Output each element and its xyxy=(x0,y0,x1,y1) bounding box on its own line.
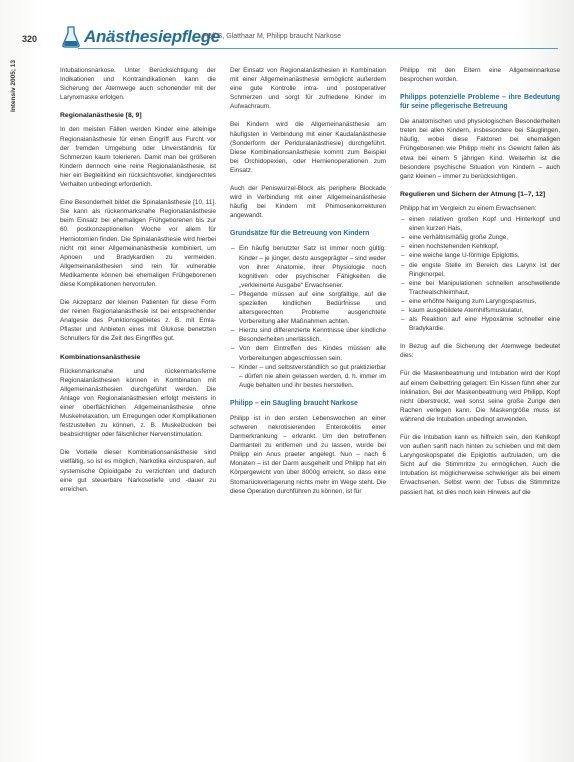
paragraph: Philipp hat im Vergleich zu einem Erwachsenen: xyxy=(400,204,537,212)
text-column-2 xyxy=(230,66,386,505)
list-item: – eine verhältnismäßig große Zunge, xyxy=(400,233,560,242)
journal-volume-label: Intensiv 2005; 13 xyxy=(10,59,17,112)
section-heading-saeugling: Philipp – ein Säugling braucht Narkose xyxy=(230,399,358,407)
guideline-list xyxy=(230,244,386,390)
paragraph: Für die Maskenbeatmung und Intubation wird der Kopf auf einem Gelbettring gelagert. Ein Kissen führt eher zur Inklination. Bei der Maskenbeatmung wird Philipp, Kopf nicht überstreckt, weil sonst seine große Zunge den Rachen verlegen kann. Die Maskengröße muss ist während die Intubation unbedingt anwenden. xyxy=(400,370,560,423)
list-item: – Kinder – und selbstverständlich so gut praktizierbar – dürfen nie allein gelassen werden, d. h. immer im Auge behalten und ihr bestes herstellen. xyxy=(230,363,386,390)
paragraph: In den meisten Fällen werden Kinder eine alleinige Regionalanästhesie für einen Eingriff aus Furcht vor der fremden Umgebung oder Unverständnis für Schmerzen kaum tolerieren. Damit man bei größeren Kindern dennoch eine reine Regionalanästhesie, ist hier ein Begleitkind ein rücksichtsvoller, kindgerechtes Verhalten unbedingt erforderlich. xyxy=(60,126,216,189)
paragraph: Intubationsnarkose. Unter Berücksichtigung der Indikationen und Kontraindikationen kann die Sicherung der Atemwege auch schonender mit der Larynxmaske erfolgen. xyxy=(60,67,216,102)
paragraph: Philipp ist in den ersten Lebenswochen an einer schweren nekrotisierenden Enterokolitis einer Darmerkrankung – erkrankt. Um den betroffenen Darmanteil zu entfernen und zu lassen, wurde bei Philipp ein Anus praeter angelegt. Nun – nach 6 Monaten – ist der Darm ausgeheilt und Philipp hat ein Körpergewicht von über 8000g erreicht, so dass eine Stomarückverlagerung nichts mehr im Wege steht. Die diese Operation durchführen zu können, ist für xyxy=(230,414,386,495)
paragraph: Philipp mit den Eltern eine Allgemeinnarkose besprochen worden. xyxy=(400,67,560,84)
section-heading-atmung: Regulieren und Sichern der Atmung [1–7, 12] xyxy=(400,190,546,198)
section-heading-grundsaetze: Grundsätze für die Betreuung von Kindern xyxy=(230,230,370,238)
paragraph: Die Akzeptanz der kleinen Patienten für diese Form der reinen Regionalanästhesie ist bei entsprechender Analgesie des Punktionsgebietes z. B. mit Emla-Pflaster und Anbieten eines mit Glukose benetzten Schnullers für die Zeit des Eingriffes gut. xyxy=(60,299,216,343)
paragraph: In Bezug auf die Sicherung der Atemwege bedeutet dies: xyxy=(400,343,560,360)
list-item: – eine bei Manipulationen schnellen anschwellende Trachealschleimhaut, xyxy=(400,279,560,297)
section-heading-regional: Regionalanästhesie [8, 9] xyxy=(60,112,142,120)
section-heading-probleme: Philipps potenzielle Probleme – ihre Bedeutung für seine pflegerische Betreuung xyxy=(400,94,560,111)
paragraph: Rückenmarksnahe und rückenmarksferne Regionalanästhesien können in Kombination mit Allgemeinanästhesien durchgeführt werden. Die Anlage von Regionalanästhesien erfolgt meistens in einer oberflächlichen Allgemeinanästhesie ohne Muskelrelaxation, um Erregungen oder Komplikationen festzustellen zu können, z. B. Muskelzucken bei beabsichtigter oder fälschlicher Nervenstimulation. xyxy=(60,367,216,439)
paragraph: Bei Kindern wird die Allgemeinanästhesie am häufigsten in Verbindung mit einer Kaudalanästhesie (Sonderform der Periduralanästhesie) durchgeführt. Diese Kombinationsanästhesie kommt zum Beispiel bei Orchidopexien, oder Hernienoperationen zum Einsatz. xyxy=(230,121,386,174)
list-item: – Ein häufig benutzter Satz ist immer noch gültig: Kinder – je jünger, desto ausgeprägter – sind weder von ihrer Anatomie, ihrer Physiologie noch kognitiven oder psychischer Fähigkeiten die „verkleinerte Ausgabe“ Erwachsener. xyxy=(230,244,386,289)
page-header xyxy=(18,26,558,50)
list-item: – eine erhöhte Neigung zum Laryngospasmus, xyxy=(400,297,560,306)
list-item: – einen relativen großen Kopf und Hinterkopf und einen kurzen Hals, xyxy=(400,215,560,233)
paragraph: Eine Besonderheit bildet die Spinalanästhesie [10, 11]. Sie kann als rückenmarksnahe Regionalanästhesie beim Einsatz bei ehemaligen Frühgeborenen bis zur 60. postkonzeptionellen Woche vor allem für Herniotomien finden. Die Spinalanästhesie wird hierbei nicht mit einer Allgemeinanästhesie kombiniert, um Apnoen und Bradykardien zu vermeiden. Allgemeinanästhesien sind rein für vulnerable Medikamente können bei ehemaligen Frühgeborenen diese Komplikationen hervorrufen. xyxy=(60,199,216,288)
list-item: – als Reaktion auf eine Hypoxämie schneller eine Bradykardie. xyxy=(400,315,560,333)
section-heading-kombination: Kombinationsanästhesie xyxy=(60,353,141,361)
list-item: – Pflegende müssen auf eine sorgfältige, auf die speziellen kindlichen Bedürfnisse und altersgerechten Probleme ausgerichtete Vorbereitung aller Maßnahmen achten. xyxy=(230,290,386,326)
page-number: 320 xyxy=(22,34,38,44)
paragraph: Auch der Peniswurzel-Block als periphere Blockade wird in Verbindung mit einer Allgemeinanästhesie häufig bei Kindern mit Phimosenkorrekturen angewandt. xyxy=(230,185,386,220)
list-item: – kaum ausgebildete Atemhilfsmuskulatur, xyxy=(400,306,560,315)
article-authors: Hoff S, Glatthaar M, Philipp braucht Narkose xyxy=(203,33,341,40)
paragraph: Die Vorteile dieser Kombinationsanästhesie sind vielfältig, so ist es möglich, Narkotika einzusparen, auf systemische Opioidgabe zu verzichten und dadurch eine gut steuerbare Narkosetiefe und -dauer zu erreichen. xyxy=(60,449,216,493)
list-item: – Von dem Eintreffen des Kindes müssen alle Vorbereitungen abgeschlossen sein. xyxy=(230,344,386,362)
list-item: – Hierzu sind differenzierte Kenntnisse über kindliche Besonderheiten unerlässlich. xyxy=(230,326,386,344)
list-item: – einen hochstehenden Kehlkopf, xyxy=(400,242,560,251)
header-divider xyxy=(78,48,558,49)
paragraph: Die anatomischen und physiologischen Besonderheiten treten bei allen Kindern, insbesondere bei Säuglingen, häufig, wobei diese Faktoren bei ehemaligen Frühgeborenen wie Philipp mehr ins Gewicht fallen als etwa bei einem 5 jährigen Kind. Weiterhin ist die besondere psychische Situation von Kindern – auch ganz kleinen – immer zu berücksichtigen. xyxy=(400,118,560,180)
text-column-3 xyxy=(400,66,560,506)
journal-title: Anästhesiepflege xyxy=(84,27,220,46)
paragraph: Für die Intubation kann es hilfreich sein, den Kehlkopf von außen sanft nach hinten zu schieben und mit dem Laryngoskopspatel die Epiglottis aufzuladen, um die Sicht auf die Stimmritze zu ermöglichen. Auch die Intubation ist möglicherweise schwieriger als bei einem Erwachsenen. Selbst wenn der Tubus die Stimmritze passiert hat, ist dies noch kein Hinweis auf die xyxy=(400,434,560,496)
text-column-1 xyxy=(60,66,216,503)
flask-icon xyxy=(61,26,81,48)
anatomy-list xyxy=(400,215,560,333)
paragraph: Der Einsatz von Regionalanästhesien in Kombination mit einer Allgemeinanästhesie ermöglicht außerdem eine gute Kontrolle intra- und postoperativer Schmerzen und sorgt für zufriedene Kinder im Aufwachraum. xyxy=(230,67,386,111)
list-item: – die engste Stelle im Bereich des Larynx ist der Ringknorpel, xyxy=(400,261,560,279)
list-item: – eine weiche lange U-förmige Epiglottis, xyxy=(400,251,560,260)
